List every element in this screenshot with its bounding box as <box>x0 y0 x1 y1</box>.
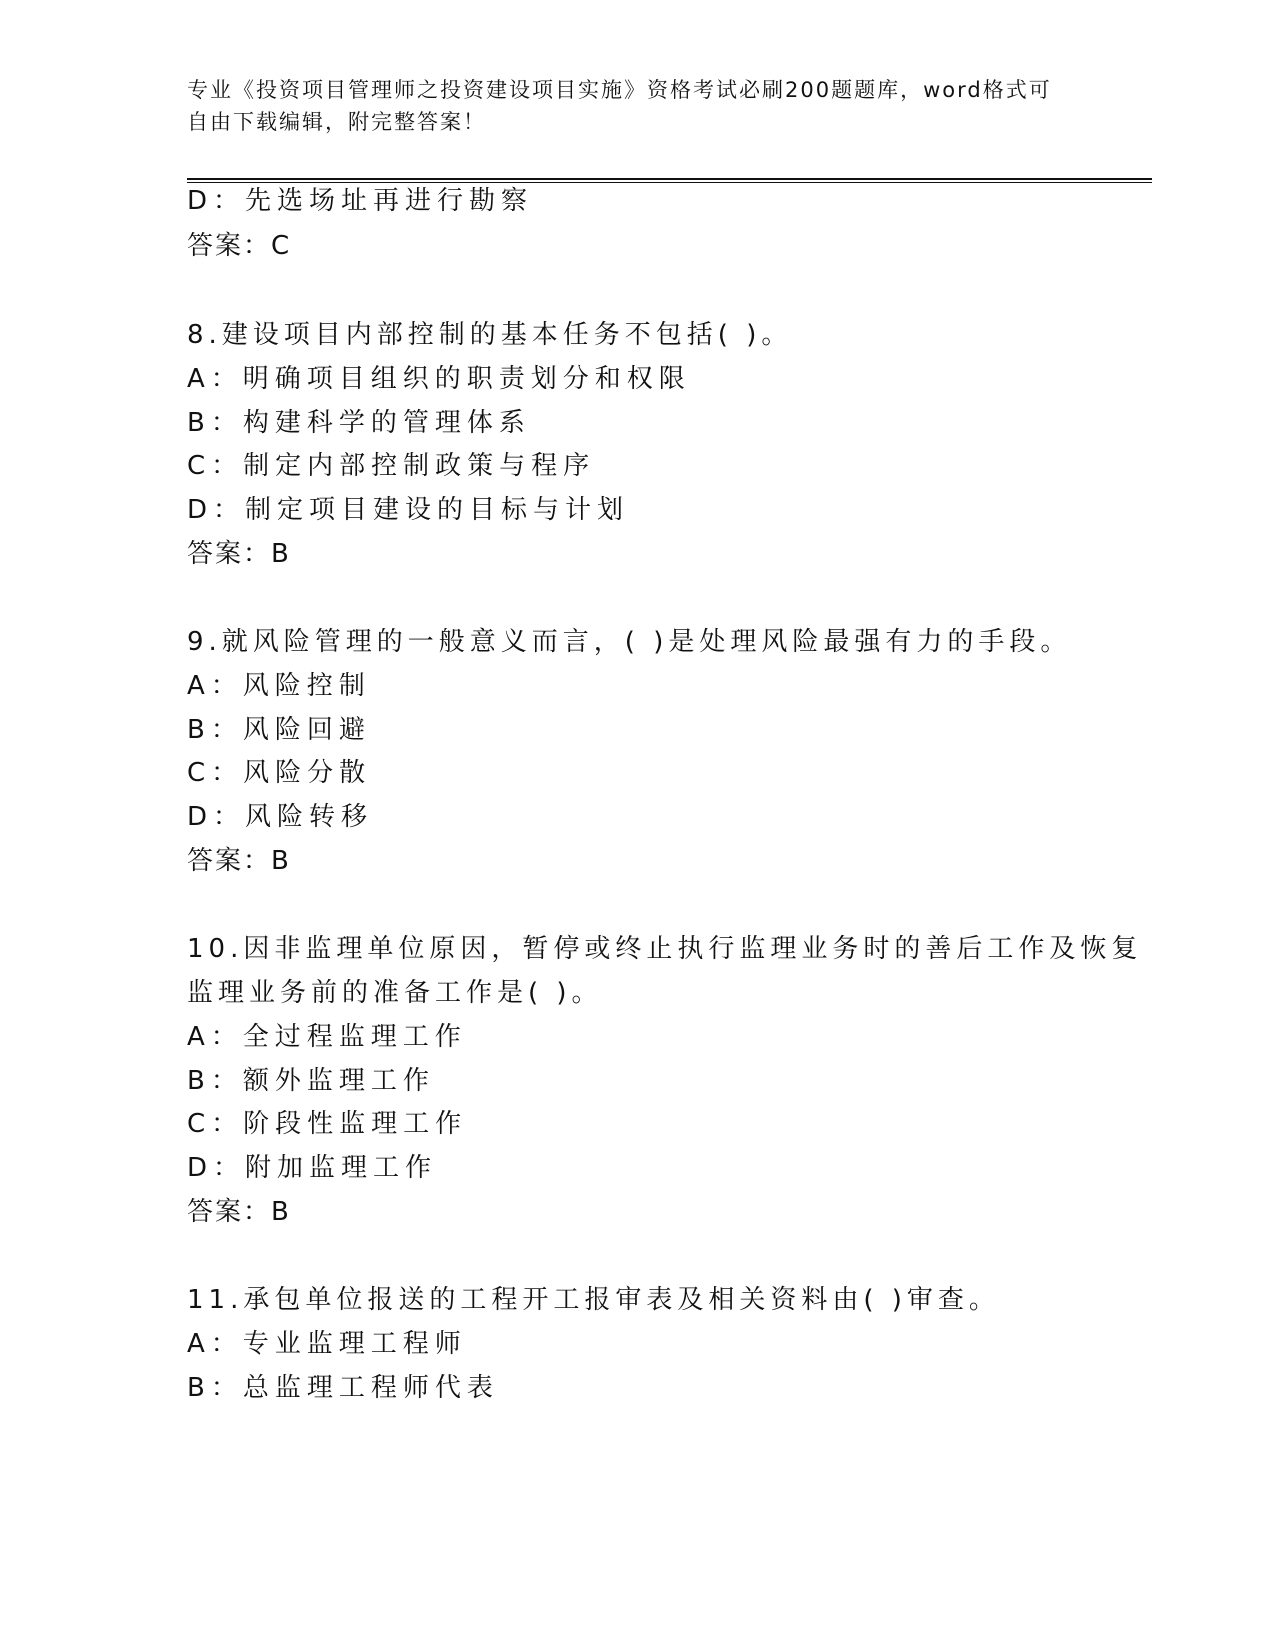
option-c: C：制定内部控制政策与程序 <box>187 451 596 481</box>
option-b: B：风险回避 <box>187 715 371 745</box>
question-stem: 11.承包单位报送的工程开工报审表及相关资料由( )审查。 <box>187 1285 1000 1315</box>
option-a: A：风险控制 <box>187 671 371 701</box>
header-rule-thin <box>187 182 1152 183</box>
answer: 答案：B <box>187 539 291 569</box>
question-stem-line2: 监理业务前的准备工作是( )。 <box>187 978 603 1008</box>
answer: 答案：B <box>187 846 291 876</box>
option-d: D：风险转移 <box>187 802 374 832</box>
option-d: D：附加监理工作 <box>187 1153 438 1183</box>
answer: 答案：C <box>187 231 292 261</box>
option-d: D：先选场址再进行勘察 <box>187 186 534 216</box>
option-c: C：阶段性监理工作 <box>187 1109 468 1139</box>
question-stem-line1: 10.因非监理单位原因，暂停或终止执行监理业务时的善后工作及恢复 <box>187 934 1143 964</box>
document-header: 专业《投资项目管理师之投资建设项目实施》资格考试必刷200题题库，word格式可自由下载编辑，附完整答案！ <box>187 78 1052 134</box>
question-stem: 8.建设项目内部控制的基本任务不包括( )。 <box>187 320 793 350</box>
question-stem: 9.就风险管理的一般意义而言，( )是处理风险最强有力的手段。 <box>187 627 1072 657</box>
option-a: A：专业监理工程师 <box>187 1329 467 1359</box>
option-a: A：全过程监理工作 <box>187 1022 467 1052</box>
option-b: B：总监理工程师代表 <box>187 1373 499 1403</box>
option-a: A：明确项目组织的职责划分和权限 <box>187 364 691 394</box>
answer: 答案：B <box>187 1197 291 1227</box>
option-c: C：风险分散 <box>187 758 372 788</box>
option-b: B：额外监理工作 <box>187 1066 435 1096</box>
option-d: D：制定项目建设的目标与计划 <box>187 495 630 525</box>
option-b: B：构建科学的管理体系 <box>187 408 531 438</box>
header-rule-thick <box>187 178 1152 180</box>
